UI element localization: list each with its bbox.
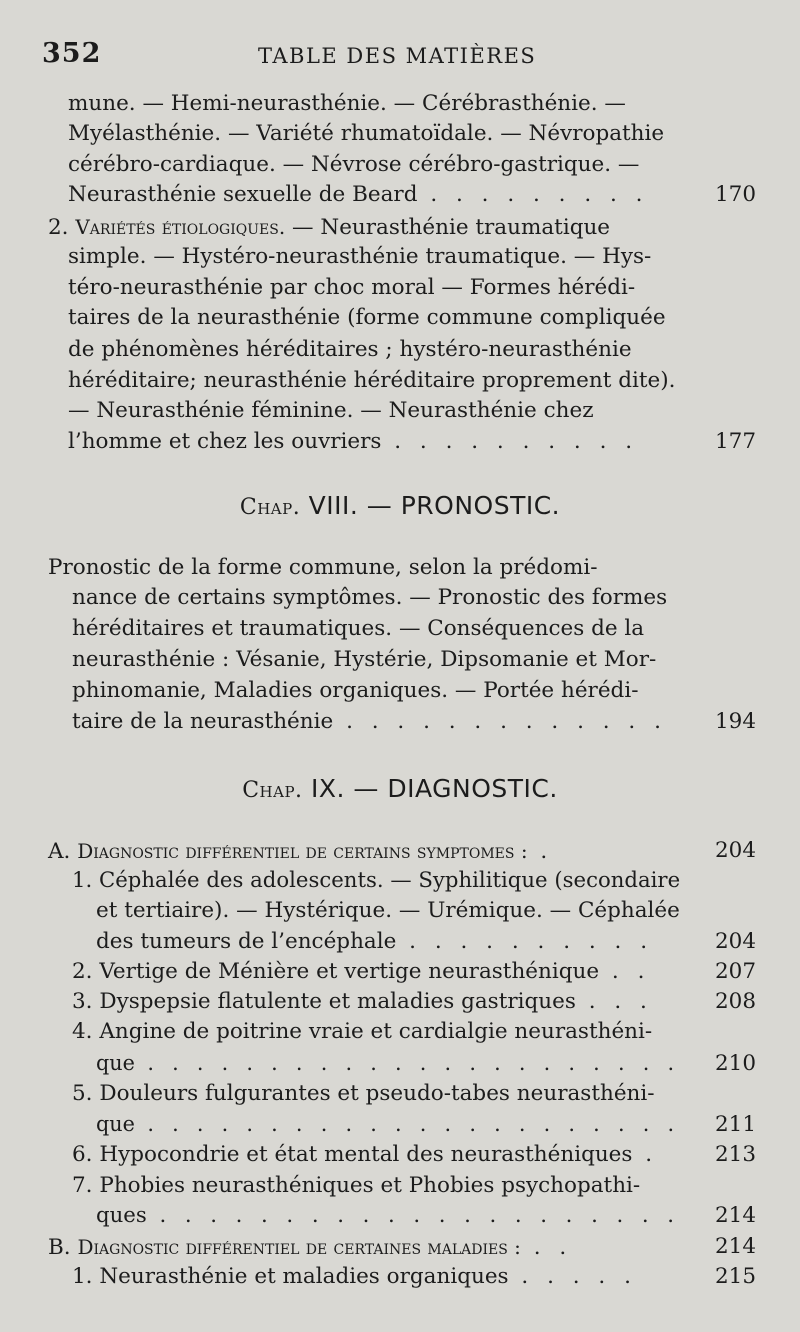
page-reference: 214 <box>715 1203 757 1228</box>
leader-dots: . . . . . . . . . . <box>396 929 654 954</box>
entry-text: phinomanie, Maladies organiques. — Portée hérédi- <box>72 678 639 703</box>
toc-entry-text <box>68 89 626 119</box>
leader-dots: . . . <box>575 989 653 1014</box>
toc-line <box>0 583 800 613</box>
toc-line <box>0 987 800 1017</box>
toc-entry-text <box>72 1140 658 1170</box>
leader-dots: . . <box>599 959 651 984</box>
toc-line <box>0 180 800 210</box>
chapter-title: IX. — DIAGNOSTIC. <box>302 774 558 803</box>
page-reference: 215 <box>715 1264 757 1289</box>
entry-text: Pronostic de la forme commune, selon la prédomi- <box>48 555 598 580</box>
page-reference: 213 <box>715 1142 757 1167</box>
entry-text: 7. Phobies neurasthéniques et Phobies psychopathi- <box>72 1173 641 1198</box>
toc-line <box>0 553 800 583</box>
toc-entry-text <box>72 614 644 644</box>
leader-dots: . <box>527 839 554 864</box>
chapter-title: VIII. — PRONOSTIC. <box>300 491 561 520</box>
entry-text: taires de la neurasthénie (forme commune compliquée <box>68 305 666 330</box>
toc-line <box>0 645 800 675</box>
entry-text: 2. Vertige de Ménière et vertige neurasthénique <box>72 959 600 984</box>
toc-entry-text <box>72 583 667 613</box>
toc-line <box>0 1262 800 1292</box>
toc-line <box>0 676 800 706</box>
leader-dots: . . . . . . . . . <box>417 182 649 207</box>
entry-text: Neurasthénie sexuelle de Beard <box>68 182 418 207</box>
toc-entry-text <box>72 645 656 675</box>
toc-line <box>0 150 800 180</box>
section-heading-smallcaps: Diagnostic différentiel de certaines maladies : <box>77 1235 521 1259</box>
toc-entry-text <box>48 1232 572 1263</box>
page-number: 352 <box>42 38 102 69</box>
entry-text: taire de la neurasthénie <box>72 709 334 734</box>
leader-dots: . . . . . . . . . . . . . <box>333 709 667 734</box>
toc-line <box>0 1079 800 1109</box>
toc-entry-text <box>48 553 598 583</box>
toc-line <box>0 303 800 333</box>
toc-entry-text <box>96 1110 680 1140</box>
entry-text: cérébro-cardiaque. — Névrose cérébro-gastrique. — <box>68 152 640 177</box>
toc-line <box>0 1110 800 1140</box>
toc-entry-text <box>72 957 650 987</box>
entry-text: 1. Neurasthénie et maladies organiques <box>72 1264 509 1289</box>
toc-entry-text <box>48 836 553 867</box>
toc-entry-text <box>68 303 666 333</box>
entry-text: héréditaires et traumatiques. — Conséquences de la <box>72 616 645 641</box>
toc-entry-text <box>68 242 651 272</box>
section-heading-smallcaps: Variétés étiologiques. <box>75 215 286 239</box>
entry-text: que <box>96 1051 135 1076</box>
toc-line <box>0 1201 800 1231</box>
toc-line <box>0 866 800 896</box>
toc-entry-text <box>68 273 635 303</box>
page-reference: 207 <box>715 959 757 984</box>
toc-line <box>0 836 800 866</box>
toc-entry-text <box>72 1262 637 1292</box>
page-reference: 204 <box>715 838 757 863</box>
entry-text: — Neurasthénie traumatique <box>285 215 611 240</box>
chapter-label: Chap. <box>242 778 303 803</box>
toc-entry-text <box>68 427 638 457</box>
entry-text: 6. Hypocondrie et état mental des neurasthéniques <box>72 1142 633 1167</box>
toc-entry-text <box>68 335 632 365</box>
entry-text: 1. Céphalée des adolescents. — Syphilitique (secondaire <box>72 868 681 893</box>
entry-text: héréditaire; neurasthénie héréditaire proprement dite). <box>68 368 676 393</box>
entry-text: ques <box>96 1203 147 1228</box>
toc-entry-text <box>96 1201 680 1231</box>
toc-line <box>0 1049 800 1079</box>
entry-text: 4. Angine de poitrine vraie et cardialgie neurasthéni- <box>72 1019 653 1044</box>
entry-prefix: A. <box>48 839 78 864</box>
toc-line <box>0 707 800 737</box>
toc-line <box>0 427 800 457</box>
entry-text: simple. — Hystéro-neurasthénie traumatique. — Hys- <box>68 244 652 269</box>
entry-text: — Neurasthénie féminine. — Neurasthénie chez <box>68 398 594 423</box>
entry-prefix: B. <box>48 1235 78 1260</box>
page-reference: 210 <box>715 1051 757 1076</box>
toc-line <box>0 119 800 149</box>
entry-text: téro-neurasthénie par choc moral — Formes hérédi- <box>68 275 636 300</box>
toc-entry-text <box>72 1171 640 1201</box>
page-reference: 170 <box>715 182 757 207</box>
entry-text: 3. Dyspepsie flatulente et maladies gastriques <box>72 989 576 1014</box>
chapter-heading <box>0 772 800 808</box>
running-title: TABLE DES MATIÈRES <box>258 44 537 68</box>
entry-text: l’homme et chez les ouvriers <box>68 429 382 454</box>
entry-text: nance de certains symptômes. — Pronostic des formes <box>72 585 668 610</box>
leader-dots: . . <box>520 1235 573 1260</box>
section-heading-smallcaps: Diagnostic différentiel de certains symptomes : <box>77 839 528 863</box>
page-reference: 214 <box>715 1234 757 1259</box>
toc-entry-text <box>68 180 649 210</box>
toc-line <box>0 1140 800 1170</box>
toc-line <box>0 212 800 242</box>
leader-dots: . . . . . . . . . . <box>381 429 639 454</box>
entry-text: 5. Douleurs fulgurantes et pseudo-tabes neurasthéni- <box>72 1081 655 1106</box>
page-reference: 211 <box>715 1112 757 1137</box>
toc-line <box>0 335 800 365</box>
entry-text: mune. — Hemi-neurasthénie. — Cérébrasthénie. — <box>68 91 626 116</box>
page-reference: 194 <box>715 709 757 734</box>
toc-entry-text <box>72 987 653 1017</box>
toc-line <box>0 1232 800 1262</box>
toc-entry-text <box>96 896 680 926</box>
leader-dots: . <box>632 1142 659 1167</box>
entry-text: et tertiaire). — Hystérique. — Urémique. — Céphalée <box>96 898 680 923</box>
leader-dots: . . . . . . . . . . . . . . . . . . . . . . <box>134 1112 680 1137</box>
entry-text: de phénomènes héréditaires ; hystéro-neurasthénie <box>68 337 632 362</box>
toc-line <box>0 896 800 926</box>
toc-entry-text <box>72 707 667 737</box>
entry-text: que <box>96 1112 135 1137</box>
toc-line <box>0 396 800 426</box>
leader-dots: . . . . . <box>508 1264 637 1289</box>
toc-line <box>0 273 800 303</box>
toc-line <box>0 927 800 957</box>
toc-line <box>0 366 800 396</box>
chapter-label: Chap. <box>239 495 301 520</box>
toc-entry-text <box>68 119 664 149</box>
entry-text: Myélasthénie. — Variété rhumatoïdale. — Névropathie <box>68 121 665 146</box>
toc-entry-text <box>68 150 639 180</box>
page-header <box>0 38 800 78</box>
toc-entry-text <box>72 1017 652 1047</box>
toc-line <box>0 89 800 119</box>
chapter-heading <box>0 489 800 525</box>
toc-line <box>0 1171 800 1201</box>
entry-prefix: 2. <box>48 215 76 240</box>
toc-entry-text <box>96 1049 680 1079</box>
page-reference: 177 <box>715 429 757 454</box>
entry-text: neurasthénie : Vésanie, Hystérie, Dipsomanie et Mor- <box>72 647 657 672</box>
toc-entry-text <box>48 212 610 243</box>
page-reference: 204 <box>715 929 757 954</box>
leader-dots: . . . . . . . . . . . . . . . . . . . . . <box>146 1203 680 1228</box>
toc-entry-text <box>72 1079 655 1109</box>
toc-entry-text <box>72 866 680 896</box>
toc-entry-text <box>72 676 638 706</box>
page-reference: 208 <box>715 989 757 1014</box>
toc-line <box>0 957 800 987</box>
toc-line <box>0 1017 800 1047</box>
toc-entry-text <box>68 396 594 426</box>
toc-line <box>0 614 800 644</box>
toc-entry-text <box>96 927 653 957</box>
entry-text: des tumeurs de l’encéphale <box>96 929 397 954</box>
leader-dots: . . . . . . . . . . . . . . . . . . . . . . <box>134 1051 680 1076</box>
toc-line <box>0 242 800 272</box>
toc-entry-text <box>68 366 675 396</box>
